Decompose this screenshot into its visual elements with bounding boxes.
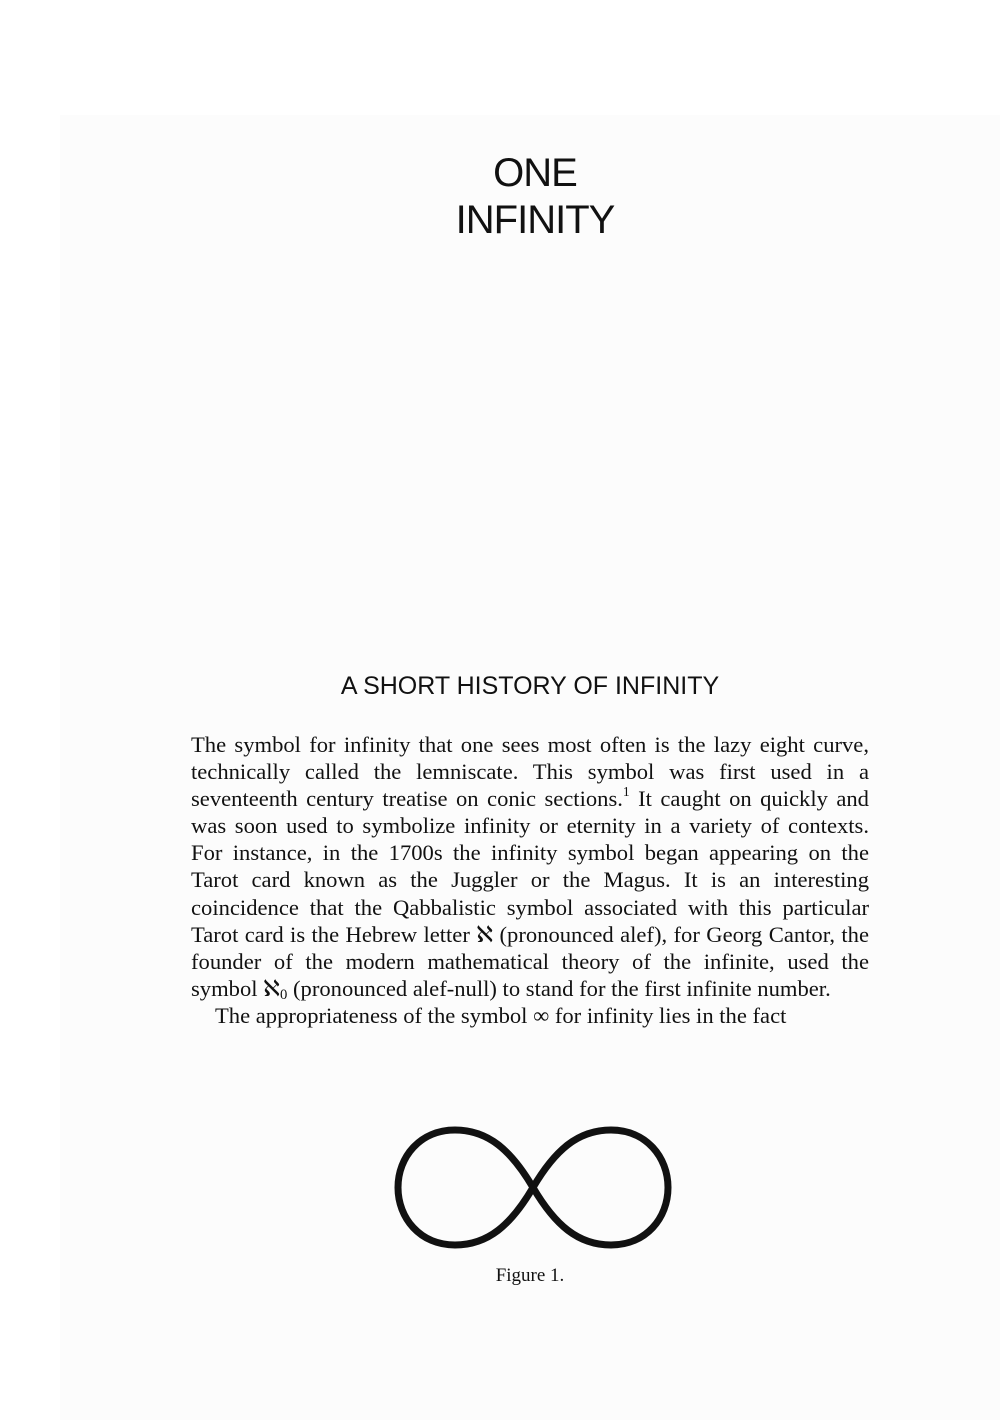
section-heading: A SHORT HISTORY OF INFINITY: [340, 672, 720, 700]
figure-caption: Figure 1.: [495, 1265, 565, 1286]
body-text: [191, 731, 869, 1029]
paragraph-1-text-b: It caught on quickly and was soon used to symbolize infinity or eternity in a variety of contexts. For instance, in the 1700s the infinity symbol began appearing on the Tarot card known as the Juggler or the Magus. It is an interesting coincidence that the Qabbalistic symbol associated with this particular Tarot card is the Hebrew letter ℵ (pronounced alef), for Georg Cantor, the founder of the modern mathematical theory of the infinite, used the symbol ℵ: [191, 786, 869, 1001]
lemniscate-icon: [393, 1125, 673, 1250]
paragraph-1-text-a: The symbol for infinity that one sees most often is the lazy eight curve, technically called the lemniscate. This symbol was first used in a seventeenth century treatise on conic sections.: [191, 732, 869, 812]
figure-1: [393, 1125, 673, 1250]
chapter-number: ONE: [493, 151, 577, 195]
footnote-marker: 1: [622, 784, 630, 800]
alef-subscript: 0: [280, 986, 288, 1003]
paragraph-2: The appropriateness of the symbol ∞ for infinity lies in the fact: [215, 1002, 787, 1028]
chapter-title: INFINITY: [455, 198, 615, 242]
paragraph-1-text-c: (pronounced alef-null) to stand for the first infinite number.: [287, 975, 831, 1001]
paragraph-1: [191, 731, 869, 1002]
